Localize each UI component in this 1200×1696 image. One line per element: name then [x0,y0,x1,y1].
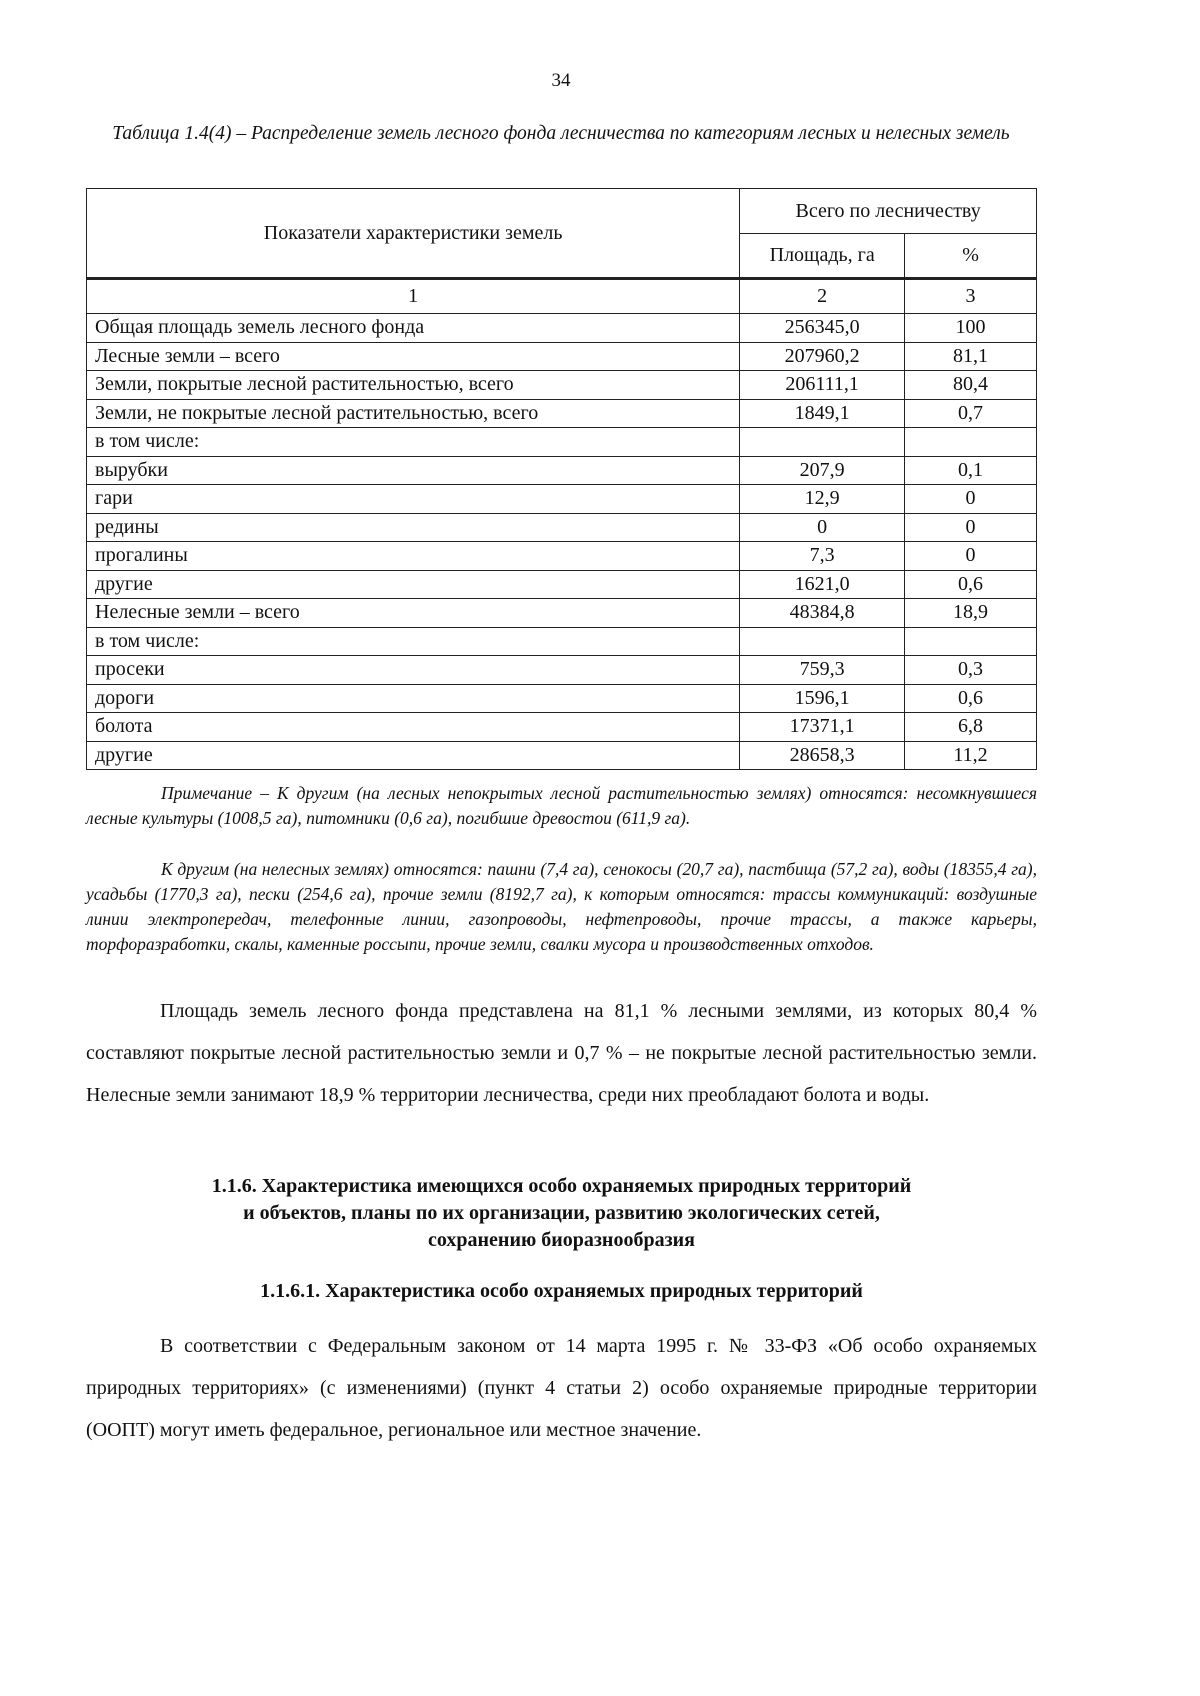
column-number: 2 [740,279,905,314]
row-label: редины [87,513,740,542]
table-row [87,599,1037,628]
table-row [87,684,1037,713]
row-percent: 0 [905,542,1037,571]
row-area: 207960,2 [740,342,905,371]
table-row [87,656,1037,685]
row-label: вырубки [87,456,740,485]
section-heading [86,1173,1037,1254]
section-heading-line: и объектов, планы по их организации, развитию экологических сетей, [243,1202,880,1224]
column-number: 3 [905,279,1037,314]
table-row [87,314,1037,343]
row-area: 256345,0 [740,314,905,343]
table-caption: Таблица 1.4(4) – Распределение земель лесного фонда лесничества по категориям лесных и нелесных земель [112,123,1010,144]
row-label: Земли, покрытые лесной растительностью, всего [87,371,740,400]
row-area [740,428,905,457]
column-numbers-row [87,279,1037,314]
row-area: 7,3 [740,542,905,571]
row-percent: 18,9 [905,599,1037,628]
row-label: гари [87,485,740,514]
row-area: 207,9 [740,456,905,485]
row-percent: 0,6 [905,570,1037,599]
row-area: 0 [740,513,905,542]
page-number: 34 [551,70,571,91]
row-area: 1596,1 [740,684,905,713]
row-percent: 0,3 [905,656,1037,685]
table-row [87,741,1037,770]
table-row [87,399,1037,428]
row-area [740,627,905,656]
table-row [87,342,1037,371]
body-paragraph: Площадь земель лесного фонда представлена на 81,1 % лесными землями, из которых 80,4 % составляют покрытые лесной растительностью земли и 0,7 % – не покрытые лесной растительностью земли. Нелесные земли занимают 18,9 % территории лесничества, среди них преобладают болота и воды. [86,1000,1037,1106]
subsection-heading: 1.1.6.1. Характеристика особо охраняемых природных территорий [260,1280,863,1302]
row-area: 759,3 [740,656,905,685]
table-row [87,713,1037,742]
table-header-row [87,189,1037,234]
row-percent [905,428,1037,457]
table-note: Примечание – К другим (на лесных непокрытых лесной растительностью землях) относятся: несомкнувшиеся лесные культуры (1008,5 га), питомники (0,6 га), погибшие древостои (611,9 га). [86,783,1037,828]
table-row [87,428,1037,457]
row-label: в том числе: [87,428,740,457]
row-area: 28658,3 [740,741,905,770]
body-paragraph: В соответствии с Федеральным законом от 14 марта 1995 г. № 33-ФЗ «Об особо охраняемых природных территориях» (с изменениями) (пункт 4 статьи 2) особо охраняемые природные территории (ООПТ) могут иметь федеральное, региональное или местное значение. [86,1335,1037,1441]
header-percent: % [905,234,1037,279]
row-percent: 11,2 [905,741,1037,770]
row-label: Нелесные земли – всего [87,599,740,628]
row-label: болота [87,713,740,742]
row-percent: 0,6 [905,684,1037,713]
table-row [87,456,1037,485]
row-percent: 100 [905,314,1037,343]
row-label: Общая площадь земель лесного фонда [87,314,740,343]
row-area: 12,9 [740,485,905,514]
table-row [87,627,1037,656]
row-label: Лесные земли – всего [87,342,740,371]
land-distribution-table [86,188,1037,770]
header-indicators: Показатели характеристики земель [87,189,740,279]
table-row [87,371,1037,400]
row-percent: 0 [905,485,1037,514]
row-label: дороги [87,684,740,713]
row-label: другие [87,570,740,599]
header-area: Площадь, га [740,234,905,279]
section-heading-line: сохранению биоразнообразия [428,1229,695,1251]
table-row [87,485,1037,514]
row-label: в том числе: [87,627,740,656]
row-percent: 0,7 [905,399,1037,428]
row-percent: 0 [905,513,1037,542]
row-area: 1621,0 [740,570,905,599]
table-row [87,513,1037,542]
row-label: просеки [87,656,740,685]
column-number: 1 [87,279,740,314]
row-percent: 81,1 [905,342,1037,371]
row-label: другие [87,741,740,770]
row-percent: 0,1 [905,456,1037,485]
row-percent: 80,4 [905,371,1037,400]
row-label: прогалины [87,542,740,571]
row-label: Земли, не покрытые лесной растительностью, всего [87,399,740,428]
row-area: 1849,1 [740,399,905,428]
table-row [87,570,1037,599]
row-percent [905,627,1037,656]
row-area: 206111,1 [740,371,905,400]
table-row [87,542,1037,571]
row-area: 48384,8 [740,599,905,628]
header-total: Всего по лесничеству [740,189,1037,234]
row-percent: 6,8 [905,713,1037,742]
table-note-continued: К другим (на нелесных землях) относятся: пашни (7,4 га), сенокосы (20,7 га), пастбища (57,2 га), воды (18355,4 га), усадьбы (1770,3 га), пески (254,6 га), прочие земли (8192,7 га), к которым относятся: трассы коммуникаций: воздушные линии электропередач, телефонные линии, газопроводы, нефтепроводы, прочие трассы, а также карьеры, торфоразработки, скалы, каменные россыпи, прочие земли, свалки мусора и производственных отходов. [86,859,1037,954]
row-area: 17371,1 [740,713,905,742]
section-heading-line: 1.1.6. Характеристика имеющихся особо охраняемых природных территорий [211,1175,912,1197]
